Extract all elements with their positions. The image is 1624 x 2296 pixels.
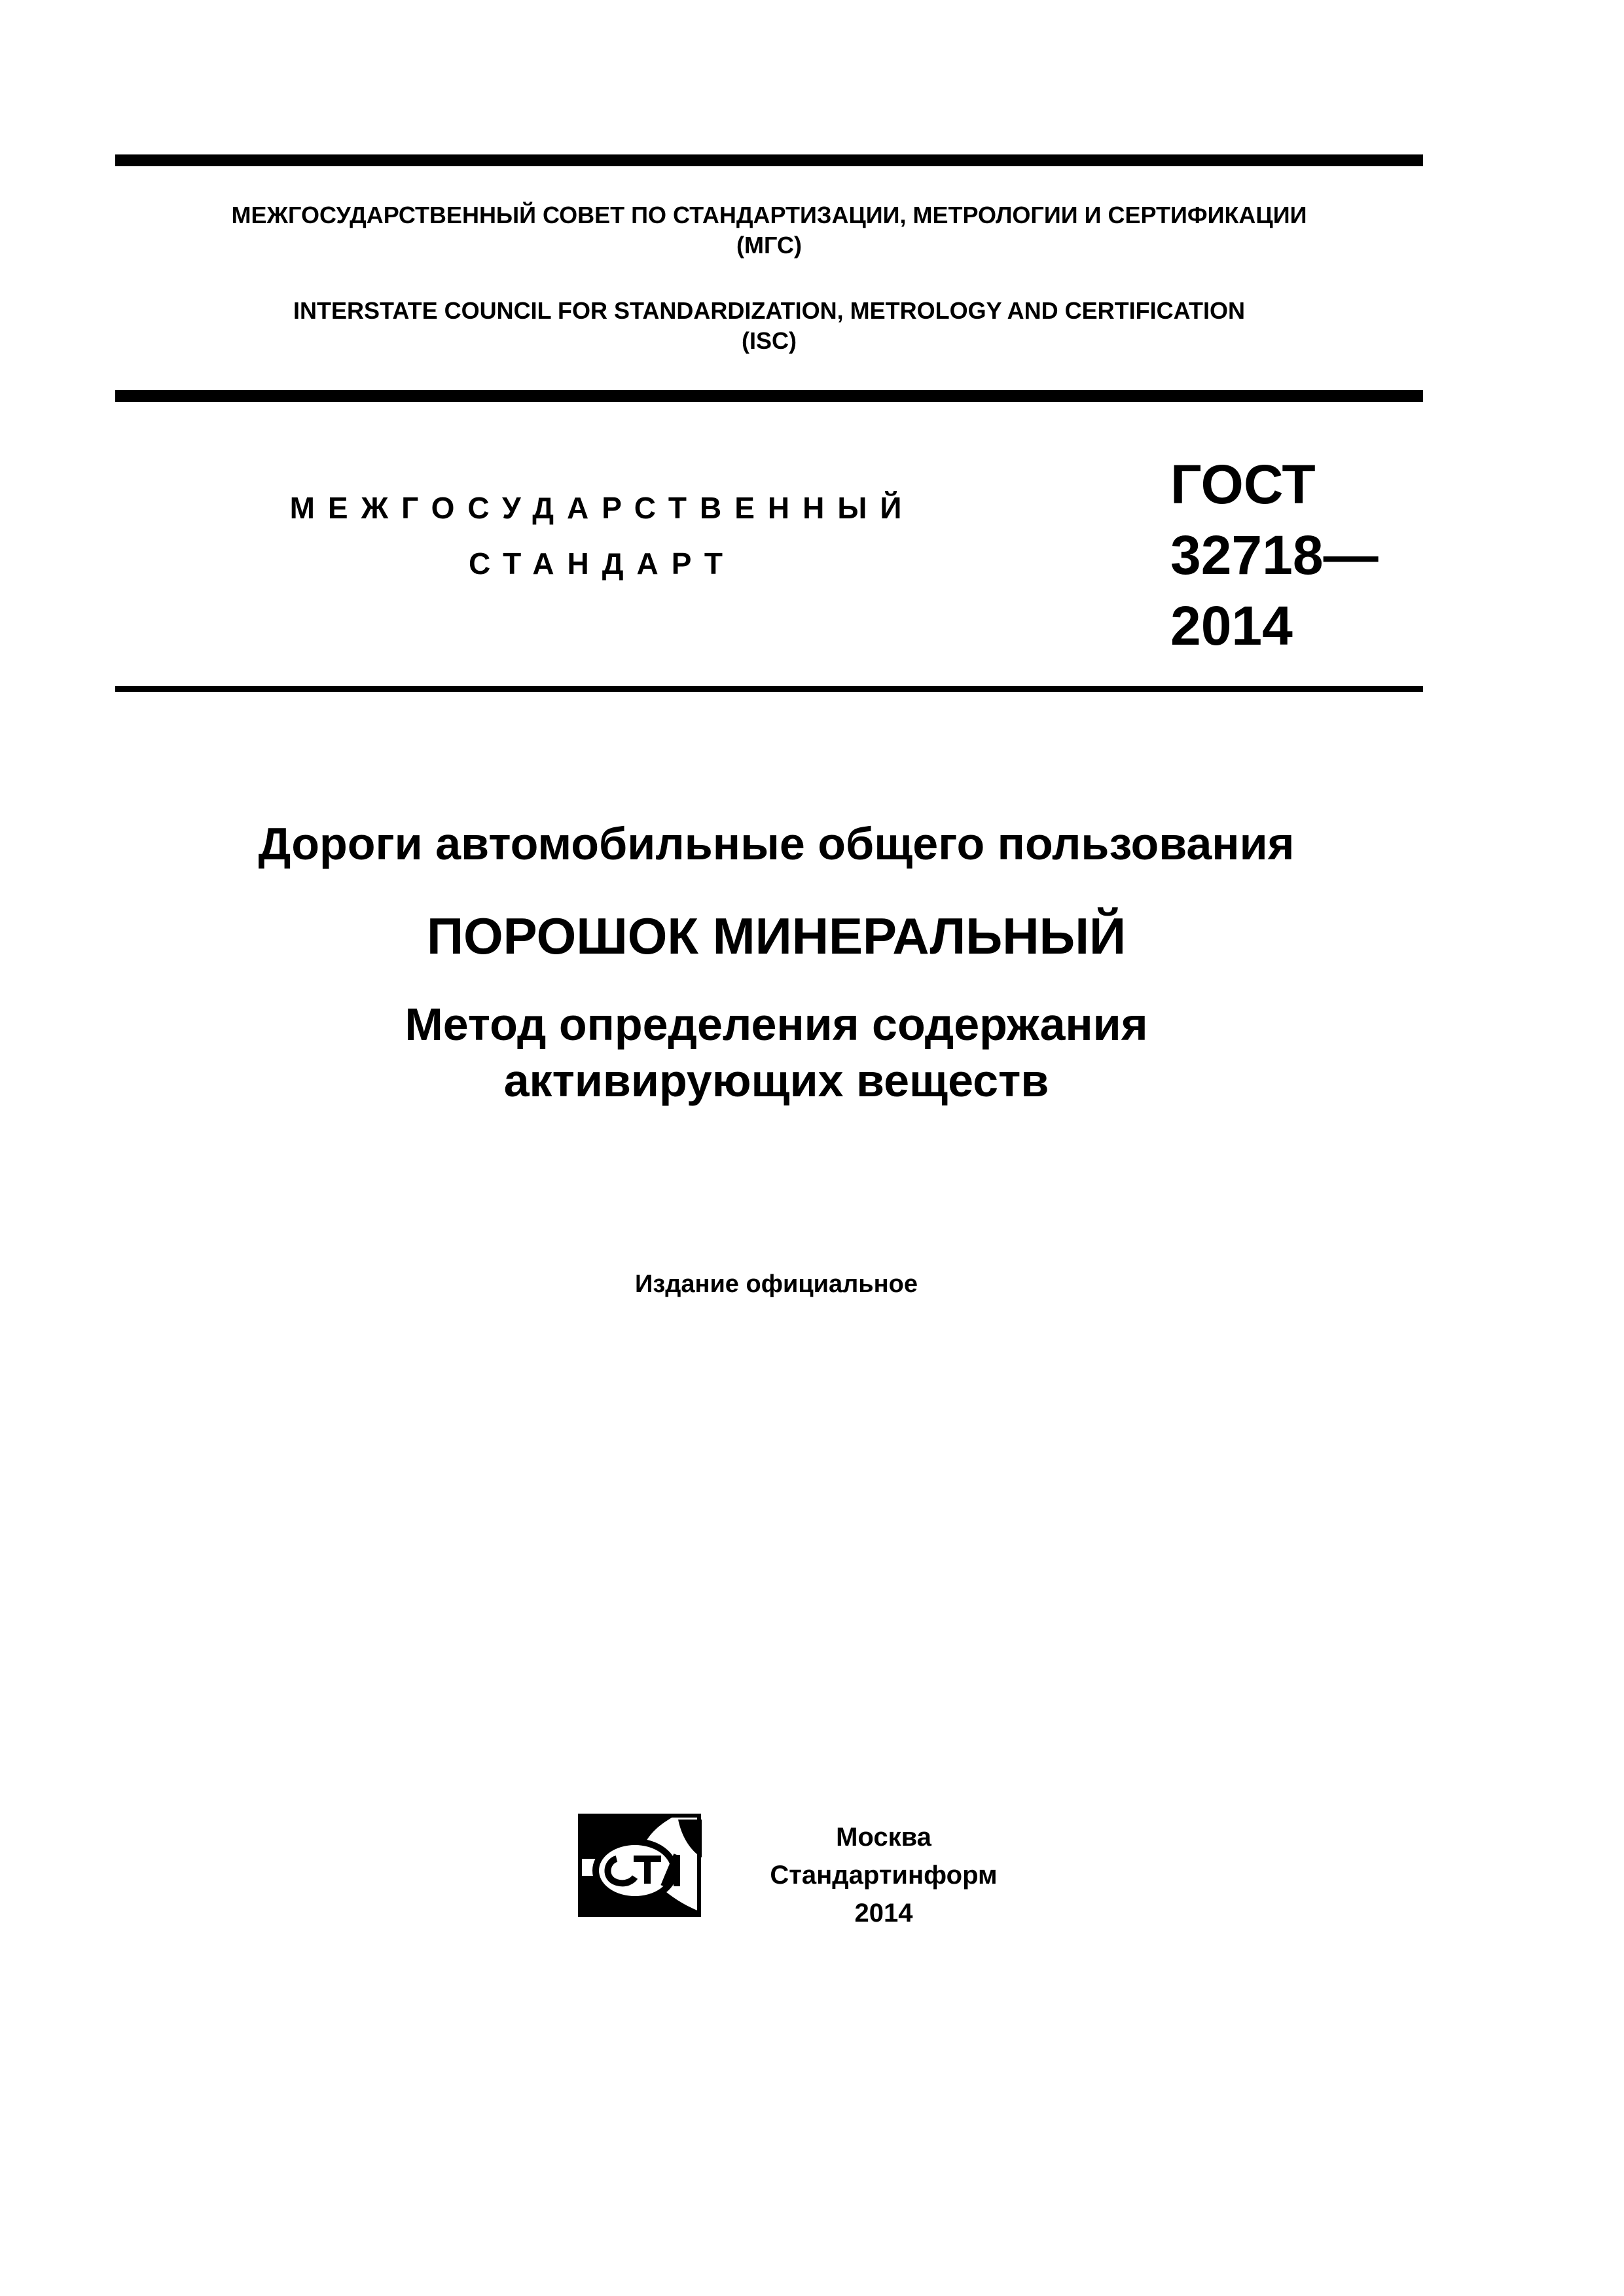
document-title-method-line2: активирующих веществ	[503, 1055, 1049, 1106]
document-title-method-line1: Метод определения содержания	[405, 999, 1148, 1050]
council-name-ru	[115, 200, 1423, 260]
council-name-en-line1: INTERSTATE COUNCIL FOR STANDARDIZATION, METROLOGY AND CERTIFICATION	[293, 297, 1245, 324]
council-abbr-ru: (МГС)	[736, 232, 802, 259]
publisher-block	[720, 1818, 1047, 1932]
publisher-year: 2014	[854, 1899, 913, 1928]
top-rule	[115, 154, 1423, 166]
standard-label-line2: СТАНДАРТ	[469, 547, 736, 581]
standartinform-logo-icon	[577, 1813, 706, 1918]
designation-number: 32718—	[1170, 524, 1379, 586]
document-title-method	[115, 996, 1437, 1109]
designation-prefix: ГОСТ	[1170, 454, 1316, 515]
standard-designation	[1170, 449, 1379, 661]
publisher-city: Москва	[836, 1823, 931, 1852]
document-title-subject: ПОРОШОК МИНЕРАЛЬНЫЙ	[426, 907, 1127, 965]
edition-note: Издание официальное	[635, 1270, 918, 1298]
council-name-ru-line1: МЕЖГОСУДАРСТВЕННЫЙ СОВЕТ ПО СТАНДАРТИЗАЦИИ, МЕТРОЛОГИИ И СЕРТИФИКАЦИИ	[231, 202, 1307, 228]
document-title-scope: Дороги автомобильные общего пользования	[258, 818, 1295, 869]
designation-bottom-rule	[115, 686, 1423, 692]
header-bottom-rule	[115, 390, 1423, 402]
council-abbr-en: (ISC)	[742, 327, 797, 354]
publisher-name: Стандартинформ	[770, 1861, 998, 1890]
standard-label-line1: МЕЖГОСУДАРСТВЕННЫЙ	[289, 491, 915, 525]
council-name-en	[115, 296, 1423, 356]
designation-year: 2014	[1170, 595, 1293, 656]
